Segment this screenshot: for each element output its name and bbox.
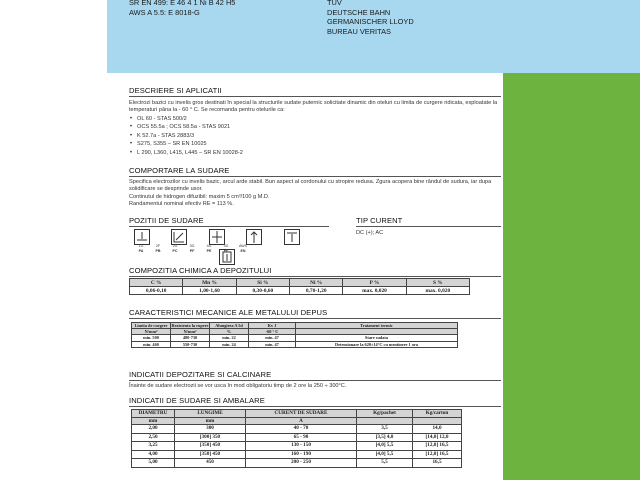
column-header: Mn % [183,279,236,287]
description-text: Electrozi bazici cu invelis gros destinati în special la structurile sudate puternic solicitate dinamic din oteluri cu limita de curgere ridicata, exploatate la temperaturi pâna la - 60 ° C. Se recomanda pentru otelurile ca: [129,100,498,114]
approval-line: GERMANISCHER LLOYD [327,17,414,27]
positions-icons [134,229,248,259]
side-bar [503,73,640,480]
unit-cell: -60 ° C [249,329,296,335]
position-subcode: 2G [172,244,178,248]
table-cell: 3,25 [132,442,175,451]
position-subcode: 4G [206,244,212,248]
table-cell: 450 [175,459,246,468]
table-cell: min. 47 [249,341,296,348]
table-cell: Stare sudata [296,335,458,342]
list-item: • L 290, L360, L415, L445 – SR EN 10028-2 [137,149,501,158]
position-code: EN [240,249,246,253]
position-code: PE [206,249,212,253]
list-item: • OL 60 - STAS 500/2 [137,115,501,124]
table-cell: 160 - 190 [246,450,357,459]
standard-line: SR EN 499: E 46 4 1 Ni B 42 H5 [129,0,236,7]
position-code: PB [155,249,161,253]
table-cell: min. 24 [210,341,249,348]
approval-line: TUV [327,0,342,7]
column-header: C % [130,279,183,287]
table-cell: 4,00 [132,450,175,459]
table-cell: max. 0,020 [343,287,406,295]
hydrogen-text: Continutul de hidrogen difuzibil: maxim 5 cm³/100 g M.D. [129,193,270,200]
drying-text: Înainte de sudare electrozii se vor usca în mod obligatoriu timp de 2 ore la 250 ÷ 300°C. [129,383,347,389]
table-row [132,341,458,348]
table-cell: min. 47 [249,335,296,342]
position-subcode: AWS [238,244,248,248]
column-header: Si % [236,279,289,287]
table-cell: 0,30-0,60 [236,287,289,295]
behaviour-section [129,166,501,208]
table-cell: min. 460 [132,341,171,348]
header-band [107,0,640,73]
current-value: DC (+); AC [356,230,384,236]
horizontal-fillet-icon [171,229,187,245]
table-cell: 3,5 [357,425,413,434]
table-cell: 0,06-0,10 [130,287,183,295]
vertical-up-icon [246,229,262,245]
approval-line: BUREAU VERITAS [327,26,391,36]
standards-list [129,0,235,17]
table-cell: min. 500 [132,335,171,342]
table-cell: 130 - 150 [246,442,357,451]
table-cell: max. 0,020 [406,287,469,295]
unit-cell [413,417,462,425]
position-code: PC [172,249,178,253]
section-title: INDICATII DE SUDARE SI AMBALARE [129,396,501,407]
composition-table [129,278,470,295]
standard-line: AWS A 5.5: E 8018-G [129,7,200,17]
table-cell: [3,5] 4,0 [357,433,413,442]
overhead-position-icon [284,229,300,245]
table-row [130,287,470,295]
packing-table [131,409,462,468]
mechanical-table [131,322,458,348]
column-header: Alungirea A 5d [210,323,249,329]
section-title: COMPOZITIA CHIMICA A DEPOZITULUI [129,266,501,277]
table-cell: [12,0] 16,5 [413,442,462,451]
table-row [132,433,462,442]
approval-line: DEUTSCHE BAHN [327,7,391,17]
unit-cell: mm [175,417,246,425]
column-header: S % [406,279,469,287]
table-cell: 14,0 [413,425,462,434]
column-header: Kg/carton [413,410,462,418]
steel-list [129,115,501,158]
table-cell: 5,5 [357,459,413,468]
list-item: • OCS 55.5a ; OCS 58.5a - STAS 9021 [137,123,501,132]
unit-cell: % [210,329,249,335]
position-code: PA [138,249,144,253]
table-row [132,450,462,459]
table-row [132,442,462,451]
position-subcode: 3G [189,244,195,248]
column-header: LUNGIME [175,410,246,418]
table-cell: [350] 450 [175,450,246,459]
unit-cell: N/mm² [171,329,210,335]
section-title: POZITII DE SUDARE [129,216,329,227]
table-cell: 0,70-1,20 [290,287,343,295]
units-row [132,417,462,425]
table-row [132,459,462,468]
table-row [132,425,462,434]
mechanical-section [129,308,501,319]
position-subcode: 3G [223,244,229,248]
position-code: PF [189,249,195,253]
table-cell: [350] 450 [175,442,246,451]
packing-section [129,396,501,407]
table-cell: 2,50 [132,433,175,442]
position-subcode: 1G [138,244,144,248]
table-cell: [4,0] 5,5 [357,442,413,451]
column-header: CURENT DE SUDARE [246,410,357,418]
table-cell: 550-730 [171,341,210,348]
section-title: CARACTERISTICI MECANICE ALE METALULUI DEPUS [129,308,501,319]
table-cell: 480-730 [171,335,210,342]
table-cell: [4,0] 5,5 [357,450,413,459]
column-header: Tratament termic [296,323,458,329]
table-cell: Detensionare la 620±14°C cu mentinere 1 ora [296,341,458,348]
table-cell: 65 - 90 [246,433,357,442]
unit-cell: N/mm² [132,329,171,335]
table-cell: 16,5 [413,459,462,468]
table-cell: 2,00 [132,425,175,434]
table-cell: 1,00-1,60 [183,287,236,295]
section-title: COMPORTARE LA SUDARE [129,166,501,177]
efficiency-text: Randamentul nominal efectiv RE = 113 %. [129,200,234,207]
list-item: • S275, S355 – SR EN 10025 [137,140,501,149]
column-header: DIAMETRU [132,410,175,418]
behaviour-text: Specifica electrozilor cu invelis bazic, arcul arde stabil. Bun aspect al cordonului cu stropire redusa. Zgura acopera bine rândul de sudura, iar dupa solidificare se desprinde usor. [129,179,492,193]
column-header: Kv J [249,323,296,329]
description-section [129,86,501,157]
table-cell: [300] 350 [175,433,246,442]
unit-cell [357,417,413,425]
section-title: INDICATII DEPOZITARE SI CALCINARE [129,370,501,381]
table-cell: 200 - 250 [246,459,357,468]
column-header: Rezistenta la rupere [171,323,209,328]
position-subcode: 2F [155,244,161,248]
table-cell: 40 - 70 [246,425,357,434]
table-header-row [130,279,470,287]
column-header: Limita de curgere [132,323,171,329]
flat-position-icon [134,229,150,245]
approvals-list [327,0,414,36]
table-header-row [132,410,462,418]
table-cell: min. 22 [210,335,249,342]
column-header: Ni % [290,279,343,287]
drying-section [129,370,501,390]
column-header: Kg/pachet [357,410,413,418]
current-section [356,216,501,237]
table-cell: [12,0] 16,5 [413,450,462,459]
composition-section [129,266,501,277]
table-cell: [14,0] 12,0 [413,433,462,442]
section-title: TIP CURENT [356,216,501,227]
section-title: DESCRIERE SI APLICATII [129,86,501,97]
table-cell: 5,00 [132,459,175,468]
table-cell: 300 [175,425,246,434]
list-item: • K 52.7a - STAS 2883/3 [137,132,501,141]
unit-cell: A [246,417,357,425]
unit-cell: mm [132,417,175,425]
column-header: P % [343,279,406,287]
position-code: PF [223,249,229,253]
positions-section [129,216,329,227]
horizontal-position-icon [209,229,225,245]
